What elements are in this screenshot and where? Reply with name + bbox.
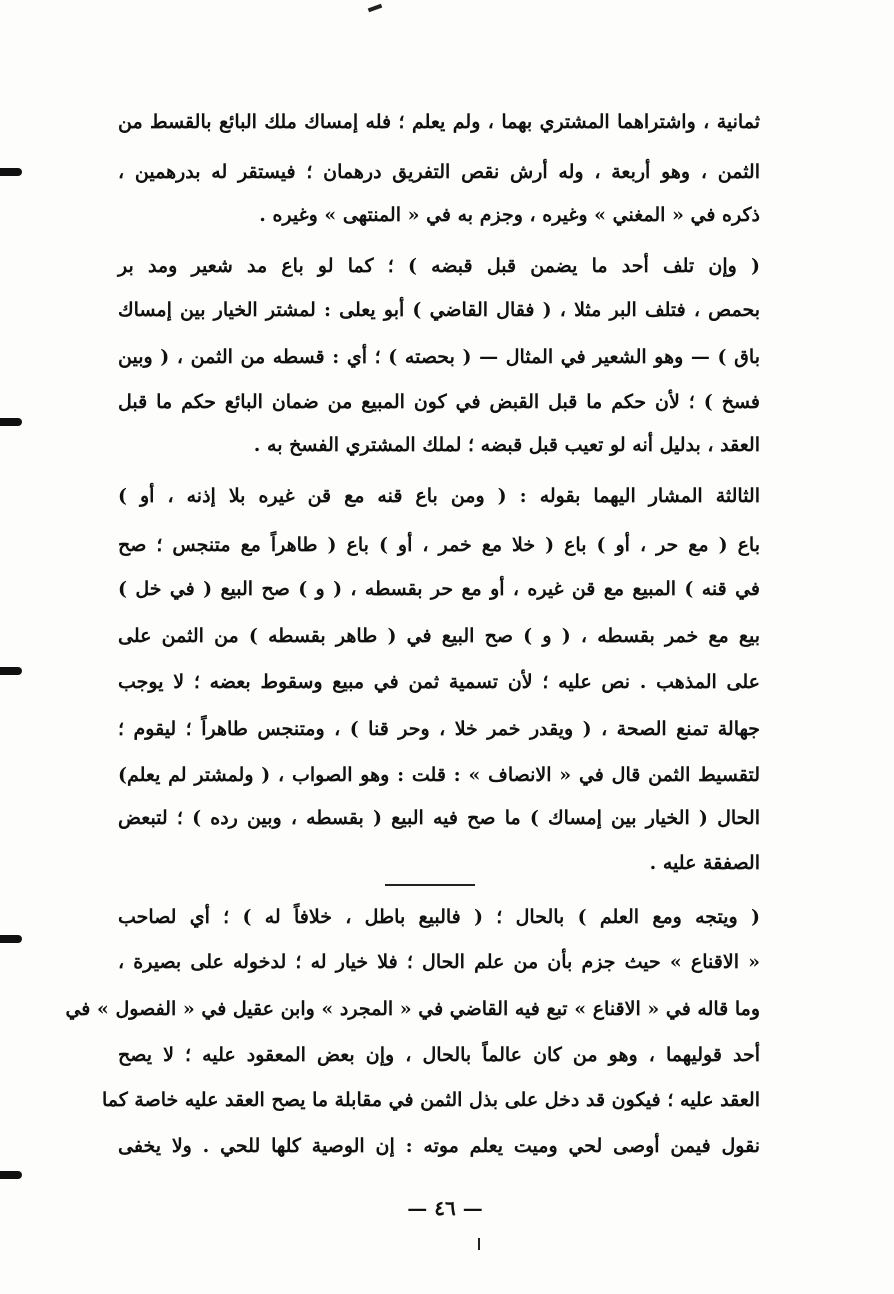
text-line: الثمن ، وهو أربعة ، وله أرش نقص التفريق درهمان ؛ فيستقر له بدرهمين ، [118,161,760,183]
text-line: الحال ( الخيار بين إمساك ) ما صح فيه البيع ( بقسطه ، وبين رده ) ؛ لتبعض [118,807,760,829]
text-line: باق ) — وهو الشعير في المثال — ( بحصته ) ؛ أي : قسطه من الثمن ، ( وبين [118,346,760,368]
text-line: ( وإن تلف أحد ما يضمن قبل قبضه ) ؛ كما لو باع مد شعير ومد بر [118,255,760,277]
text-line: وما قاله في « الاقناع » تبع فيه القاضي في « المجرد » وابن عقيل في « الفصول » في [65,998,760,1020]
text-line: أحد قوليهما ، وهو من كان عالماً بالحال ، وإن بعض المعقود عليه ؛ لا يصح [118,1044,760,1066]
text-line: ثمانية ، واشتراهما المشتري بهما ، ولم يعلم ؛ فله إمساك ملك البائع بالقسط من [118,111,760,133]
text-line: نقول فيمن أوصى لحي وميت يعلم موته : إن الوصية كلها للحي . ولا يخفى [118,1135,760,1157]
ink-speck [478,1238,480,1250]
text-line: الثالثة المشار اليهما بقوله : ( ومن باع قنه مع قن غيره بلا إذنه ، أو ) [118,485,760,507]
margin-mark [0,168,22,176]
page-number: — ٤٦ — [407,1196,483,1220]
text-line: ذكره في « المغني » وغيره ، وجزم به في « المنتهى » وغيره . [259,204,760,226]
margin-mark [0,1171,22,1179]
text-line: باع ( مع حر ، أو ) باع ( خلا مع خمر ، أو ) باع ( طاهراً مع متنجس ؛ صح [118,534,760,556]
text-line: بيع مع خمر بقسطه ، ( و ) صح البيع في ( طاهر بقسطه ) من الثمن على [118,625,760,647]
ink-speck [368,4,383,13]
text-line: العقد عليه ؛ فيكون قد دخل على بذل الثمن في مقابلة ما يصح العقد عليه خاصة كما [101,1089,760,1111]
section-divider [385,884,475,886]
text-line: العقد ، بدليل أنه لو تعيب قبل قبضه ؛ لملك المشتري الفسخ به . [253,434,760,456]
margin-mark [0,935,22,943]
margin-mark [0,418,22,426]
text-line: بحمص ، فتلف البر مثلا ، ( فقال القاضي ) أبو يعلى : لمشتر الخيار بين إمساك [118,299,760,321]
text-line: على المذهب . نص عليه ؛ لأن تسمية ثمن في مبيع وسقوط بعضه ؛ لا يوجب [118,671,760,693]
text-line: « الاقناع » حيث جزم بأن من علم الحال ؛ فلا خيار له ؛ لدخوله على بصيرة ، [118,951,760,973]
text-line: في قنه ) المبيع مع قن غيره ، أو مع حر بقسطه ، ( و ) صح البيع ( في خل ) [118,578,760,600]
text-line: الصفقة عليه . [649,852,760,874]
text-line: فسخ ) ؛ لأن حكم ما قبل القبض في كون المبيع من ضمان البائع حكم ما قبل [118,391,760,413]
text-line: جهالة تمنع الصحة ، ( ويقدر خمر خلا ، وحر قنا ) ، ومتنجس طاهراً ؛ ليقوم ؛ [118,718,760,740]
text-line: ( ويتجه ومع العلم ) بالحال ؛ ( فالبيع باطل ، خلافاً له ) ؛ أي لصاحب [118,906,760,928]
text-line: لتقسيط الثمن قال في « الانصاف » : قلت : وهو الصواب ، ( ولمشتر لم يعلم) [118,764,760,786]
margin-mark [0,667,22,675]
